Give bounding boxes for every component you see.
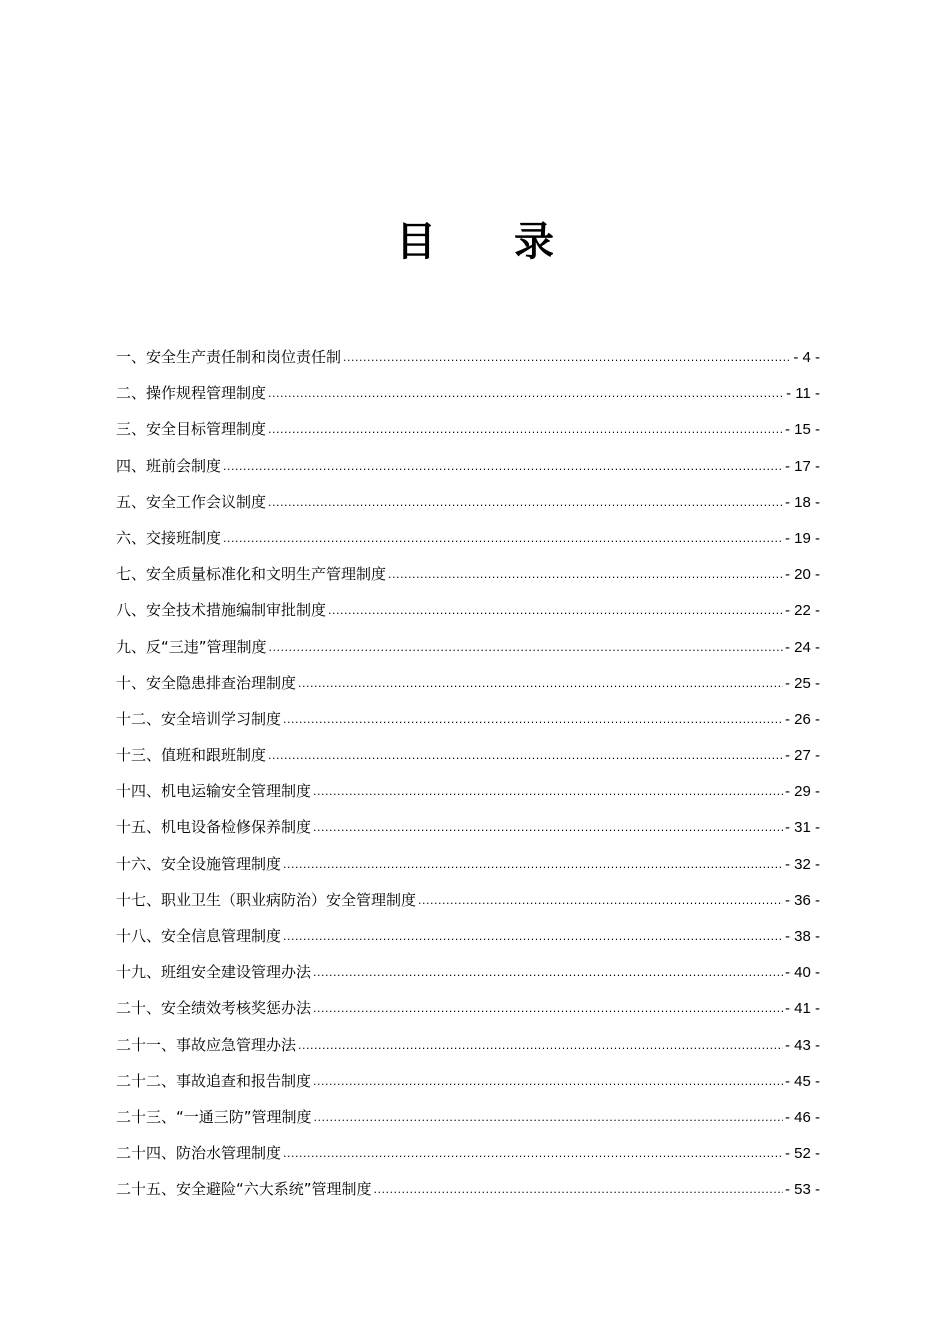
toc-entry-text: 二、操作规程管理制度 — [116, 384, 267, 403]
toc-list — [116, 342, 820, 1211]
toc-leader — [269, 633, 783, 663]
toc-entry-text: 二十一、事故应急管理办法 — [116, 1035, 297, 1054]
toc-entry[interactable] — [116, 740, 820, 776]
toc-entry-text: 十三、值班和跟班制度 — [116, 746, 267, 765]
toc-leader — [313, 1067, 783, 1097]
toc-entry[interactable] — [116, 378, 820, 414]
toc-entry[interactable] — [116, 487, 820, 523]
toc-leader — [268, 488, 783, 518]
toc-entry[interactable] — [116, 1066, 820, 1102]
toc-entry-page: - 36 - — [784, 891, 820, 909]
toc-entry[interactable] — [116, 632, 820, 668]
toc-entry[interactable] — [116, 523, 820, 559]
toc-entry[interactable] — [116, 812, 820, 848]
toc-entry-text: 八、安全技术措施编制审批制度 — [116, 601, 327, 620]
toc-entry-text: 二十二、事故追查和报告制度 — [116, 1071, 312, 1090]
toc-entry[interactable] — [116, 1102, 820, 1138]
toc-leader — [268, 379, 784, 409]
toc-entry-page: - 4 - — [793, 349, 820, 366]
toc-leader — [298, 669, 783, 699]
toc-entry-page: - 20 - — [784, 566, 820, 584]
toc-entry[interactable] — [116, 342, 820, 378]
toc-leader — [388, 560, 783, 590]
toc-entry[interactable] — [116, 1138, 820, 1174]
toc-entry-page: - 27 - — [784, 747, 820, 765]
toc-entry-text: 十五、机电设备检修保养制度 — [116, 818, 312, 837]
toc-entry-page: - 41 - — [784, 1000, 820, 1018]
toc-entry-page: - 25 - — [784, 674, 820, 692]
toc-leader — [313, 958, 783, 988]
toc-leader — [223, 452, 783, 482]
toc-entry-page: - 45 - — [784, 1072, 820, 1090]
toc-entry-text: 七、安全质量标准化和文明生产管理制度 — [116, 565, 387, 584]
toc-entry[interactable] — [116, 704, 820, 740]
toc-entry-text: 十、安全隐患排查治理制度 — [116, 673, 297, 692]
toc-entry-page: - 19 - — [784, 529, 820, 547]
toc-entry[interactable] — [116, 414, 820, 450]
toc-leader — [298, 1031, 783, 1061]
toc-entry-text: 十六、安全设施管理制度 — [116, 854, 282, 873]
toc-leader — [374, 1175, 783, 1205]
toc-entry[interactable] — [116, 849, 820, 885]
toc-entry-page: - 24 - — [784, 638, 820, 656]
toc-entry-text: 二十、安全绩效考核奖惩办法 — [116, 999, 312, 1018]
toc-entry-page: - 46 - — [784, 1108, 820, 1126]
toc-leader — [283, 850, 783, 880]
toc-entry[interactable] — [116, 921, 820, 957]
toc-entry-page: - 40 - — [784, 964, 820, 982]
toc-entry-page: - 31 - — [784, 819, 820, 837]
toc-entry-page: - 17 - — [784, 457, 820, 475]
toc-entry-page: - 53 - — [784, 1181, 820, 1199]
toc-entry-text: 三、安全目标管理制度 — [116, 420, 267, 439]
toc-entry-text: 二十五、安全避险“六大系统”管理制度 — [116, 1180, 372, 1199]
toc-leader — [328, 596, 783, 626]
toc-leader — [283, 922, 783, 952]
toc-entry[interactable] — [116, 668, 820, 704]
toc-entry-text: 二十三、“一通三防”管理制度 — [116, 1107, 312, 1126]
toc-leader — [313, 994, 783, 1024]
toc-entry[interactable] — [116, 885, 820, 921]
toc-entry-text: 四、班前会制度 — [116, 456, 222, 475]
toc-entry[interactable] — [116, 1174, 820, 1210]
toc-entry-text: 十二、安全培训学习制度 — [116, 709, 282, 728]
toc-entry-text: 六、交接班制度 — [116, 528, 222, 547]
toc-entry-text: 十四、机电运输安全管理制度 — [116, 782, 312, 801]
toc-leader — [283, 1139, 783, 1169]
toc-entry-page: - 26 - — [784, 710, 820, 728]
toc-entry-text: 五、安全工作会议制度 — [116, 492, 267, 511]
toc-entry[interactable] — [116, 993, 820, 1029]
toc-entry-page: - 43 - — [784, 1036, 820, 1054]
toc-leader — [268, 741, 783, 771]
toc-entry-page: - 18 - — [784, 493, 820, 511]
toc-entry-page: - 22 - — [784, 602, 820, 620]
toc-leader — [313, 813, 783, 843]
toc-entry[interactable] — [116, 776, 820, 812]
toc-entry-text: 二十四、防治水管理制度 — [116, 1144, 282, 1163]
toc-entry[interactable] — [116, 957, 820, 993]
toc-entry-page: - 15 - — [784, 421, 820, 439]
toc-leader — [223, 524, 783, 554]
toc-entry-text: 九、反“三违”管理制度 — [116, 637, 267, 656]
toc-entry-page: - 38 - — [784, 928, 820, 945]
toc-leader — [283, 705, 783, 735]
toc-entry-page: - 29 - — [784, 783, 820, 801]
toc-entry-text: 十九、班组安全建设管理办法 — [116, 963, 312, 982]
toc-entry-text: 一、安全生产责任制和岗位责任制 — [116, 348, 342, 366]
toc-leader — [314, 1103, 783, 1133]
toc-entry[interactable] — [116, 559, 820, 595]
toc-entry-page: - 11 - — [786, 385, 820, 403]
toc-leader — [343, 343, 791, 373]
toc-leader — [313, 777, 783, 807]
toc-entry-page: - 32 - — [784, 855, 820, 873]
toc-entry[interactable] — [116, 1030, 820, 1066]
toc-leader — [418, 886, 783, 916]
toc-title: 目 录 — [396, 219, 586, 265]
toc-entry[interactable] — [116, 595, 820, 631]
toc-entry-page: - 52 - — [784, 1145, 820, 1163]
toc-entry[interactable] — [116, 451, 820, 487]
toc-entry-text: 十七、职业卫生（职业病防治）安全管理制度 — [116, 890, 417, 909]
toc-entry-text: 十八、安全信息管理制度 — [116, 927, 282, 945]
toc-leader — [268, 415, 783, 445]
